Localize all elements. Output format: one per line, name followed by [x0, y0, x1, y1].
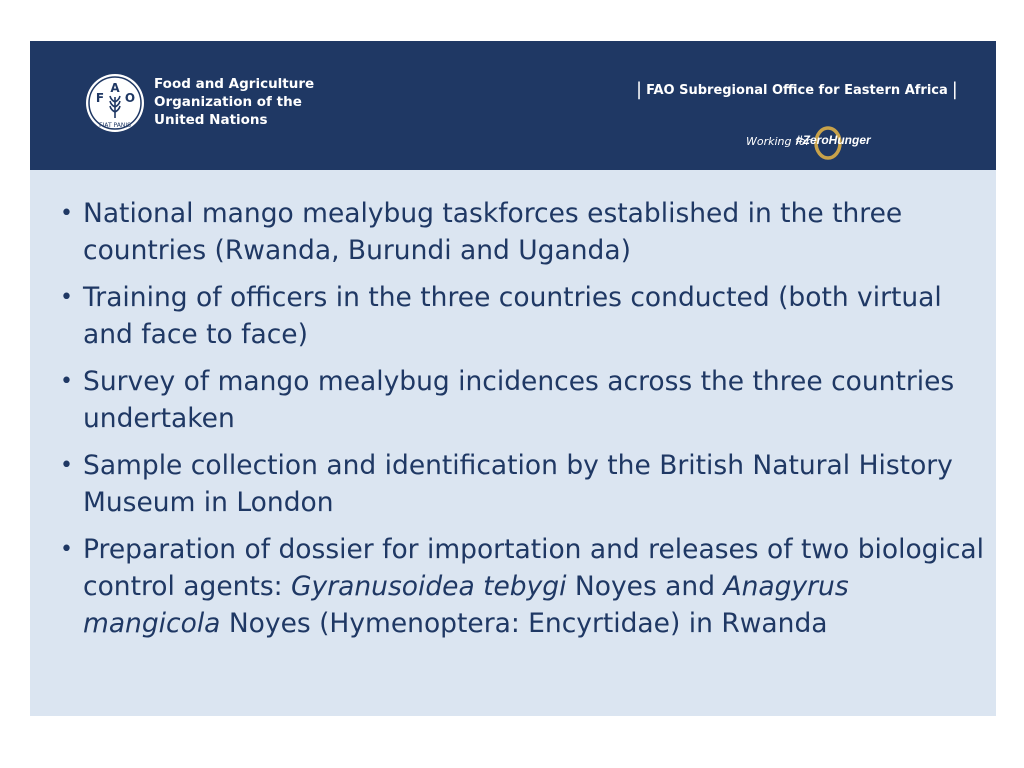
list-item — [60, 363, 990, 437]
header-banner — [30, 41, 996, 170]
org-name-line-2: Organization of the — [154, 94, 302, 110]
org-name-line-3: United Nations — [154, 112, 268, 128]
bullet-text-post: Noyes (Hymenoptera: Encyrtidae) in Rwanda — [220, 608, 828, 639]
org-name-line-1: Food and Agriculture — [154, 76, 315, 92]
zero-hunger-tag: #ZeroHunger — [796, 133, 871, 147]
fao-emblem-icon — [84, 72, 146, 134]
zero-hunger-prefix: Working for — [746, 135, 811, 148]
emblem-letter-a: A — [110, 81, 120, 95]
slide — [30, 41, 996, 716]
emblem-letter-o: O — [124, 91, 136, 105]
bullet-text: Sample collection and identification by the British Natural History Museum in London — [83, 450, 953, 518]
divider-left: | — [636, 79, 643, 100]
bullet-text-pre: Preparation of dossier for importation and releases of two biological control agents: — [83, 534, 985, 602]
office-label — [636, 79, 958, 100]
bullet-text: Training of officers in the three countries conducted (both virtual and face to face) — [83, 282, 942, 350]
bullet-list — [60, 195, 990, 652]
emblem-letter-f: F — [95, 91, 105, 105]
zero-hunger-logo — [746, 125, 871, 161]
species-name-2: Anagyrus mangicola — [83, 571, 849, 639]
office-label-text: FAO Subregional Office for Eastern Africa — [646, 83, 948, 98]
list-item — [60, 447, 990, 521]
list-item — [60, 195, 990, 269]
bullet-text: National mango mealybug taskforces established in the three countries (Rwanda, Burundi and Uganda) — [83, 198, 903, 266]
emblem-motto: FIAT PANIS — [99, 122, 131, 129]
list-item — [60, 279, 990, 353]
bullet-text-mid: Noyes and — [566, 571, 724, 602]
list-item — [60, 531, 990, 642]
divider-right: | — [951, 79, 958, 100]
organization-name — [154, 75, 314, 129]
bullet-text: Survey of mango mealybug incidences across the three countries undertaken — [83, 366, 955, 434]
species-name-1: Gyranusoidea tebygi — [291, 571, 567, 602]
